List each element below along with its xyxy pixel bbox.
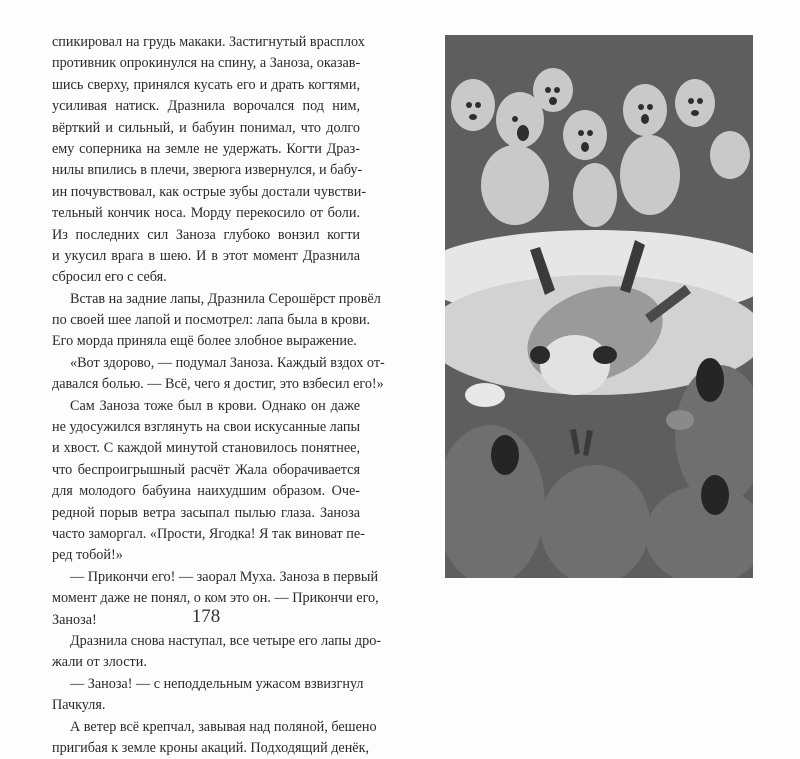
rock (465, 383, 505, 407)
text-line: А ветер всё крепчал, завывая над поляной, бешено (70, 718, 377, 735)
monkeys-fight-illustration (445, 35, 753, 578)
text-line: Встав на задние лапы, Дразнила Серошёрст провёл (70, 290, 381, 307)
text-line: ему соперника на земле не удержать. Когти Драз- (52, 140, 360, 157)
text-line: Его морда приняла ещё более злобное выражение. (52, 333, 357, 350)
page-number: 178 (191, 606, 221, 627)
text-line: пригибая к земле кроны акаций. Подходящий денёк, (52, 739, 370, 756)
text-line: усиливая натиск. Дразнила ворочался под ним, (52, 98, 360, 115)
text-line: часто заморгал. «Прости, Ягодка! Я так виноват пе- (52, 525, 365, 542)
illustration (445, 35, 753, 578)
text-line: для молодого бабуина наихудшим образом. Оче- (52, 483, 360, 500)
text-page (52, 32, 385, 759)
text-line: противник опрокинулся на спину, а Заноза, оказав- (52, 55, 361, 72)
text-line: Заноза! (52, 611, 97, 628)
text-line: и укусил врага в шею. И в этот момент Дразнила (52, 247, 360, 264)
text-line: тельный кончик носа. Морду перекосило от боли. (52, 205, 360, 222)
text-line: сбросил его с себя. (52, 269, 167, 286)
text-line: вёрткий и сильный, и бабуин понимал, что долго (52, 119, 360, 136)
text-line: — Прикончи его! — заорал Муха. Заноза в первый (70, 568, 379, 585)
text-line: по своей шее лапой и посмотрел: лапа была в крови. (52, 312, 371, 329)
text-line: что беспроигрышный расчёт Жала оборачивается (52, 461, 360, 478)
text-line: Из последних сил Заноза глубоко вонзил когти (52, 226, 360, 243)
text-line: спикировал на грудь макаки. Застигнутый врасплох (52, 34, 365, 50)
text-line: «Вот здорово, — подумал Заноза. Каждый вздох от- (70, 354, 385, 371)
text-line: редной порыв ветра засыпал пылью глаза. Заноза (52, 504, 360, 521)
fist (666, 410, 694, 430)
text-body (52, 32, 385, 759)
text-line: Сам Заноза тоже был в крови. Однако он даже (70, 397, 360, 414)
text-line: ин почувствовал, как острые зубы достали чувстви- (52, 183, 367, 200)
text-line: — Заноза! — с неподдельным ужасом взвизгнул (70, 675, 364, 692)
text-line: Дразнила снова наступал, все четыре его лапы дро- (70, 632, 382, 649)
text-line: давался болью. — Всё, чего я достиг, это взбесил его!» (52, 376, 384, 393)
text-line: шись сверху, принялся кусать его и драть когтями, (52, 76, 360, 93)
text-line: ред тобой!» (52, 547, 123, 564)
text-line: момент даже не понял, о ком это он. — Прикончи его, (52, 590, 379, 607)
text-line: не удосужился взглянуть на свои искусанные лапы (52, 419, 360, 436)
text-line: Пачкуля. (52, 697, 106, 714)
text-line: нилы впились в плечи, зверюга извернулся, и бабу- (52, 162, 363, 179)
text-line: и хвост. С каждой минутой становилось понятнее, (52, 440, 360, 457)
text-line: жали от злости. (52, 654, 147, 671)
